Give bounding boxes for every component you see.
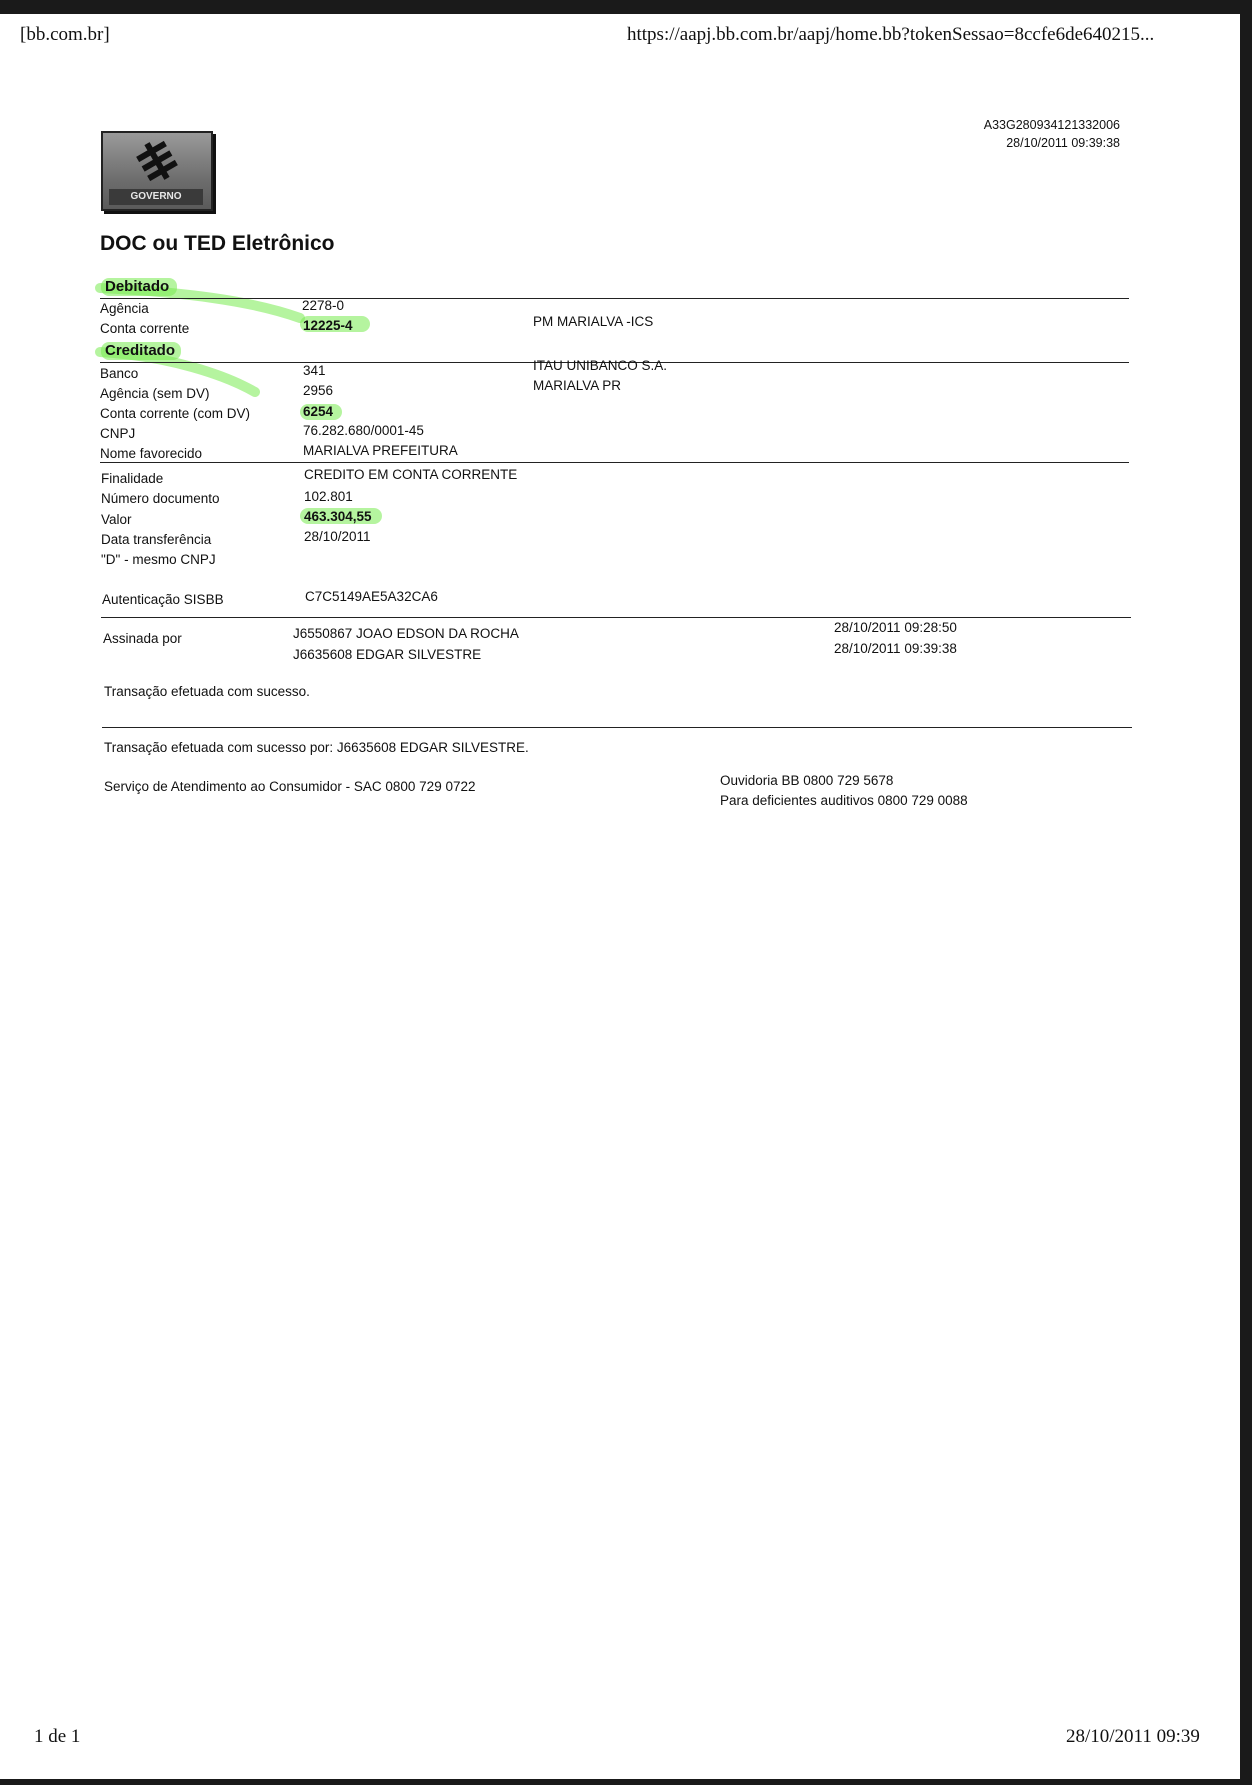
label-numero-documento: Número documento — [101, 491, 220, 506]
deficientes-line: Para deficientes auditivos 0800 729 0088 — [720, 793, 968, 808]
transaction-code: A33G280934121332006 — [983, 118, 1120, 132]
label-assinada-por: Assinada por — [103, 631, 182, 646]
value-banco-name: ITAU UNIBANCO S.A. — [533, 358, 668, 373]
section-debitado: Debitado — [105, 278, 170, 295]
signer-1-datetime: 28/10/2011 09:28:50 — [834, 620, 957, 635]
label-autenticacao: Autenticação SISBB — [102, 592, 224, 607]
rule-signatures — [101, 617, 1131, 618]
label-data-transferencia: Data transferência — [101, 532, 212, 547]
rule-debitado — [100, 298, 1129, 299]
value-conta-credito: 6254 — [303, 404, 334, 419]
signer-2-name: J6635608 EDGAR SILVESTRE — [293, 647, 482, 662]
value-agencia-credito-name: MARIALVA PR — [533, 378, 622, 393]
label-banco: Banco — [100, 366, 139, 381]
sac-line: Serviço de Atendimento ao Consumidor - SAC 0800 729 0722 — [104, 779, 476, 794]
success-by: Transação efetuada com sucesso por: J6635608 EDGAR SILVESTRE. — [104, 740, 529, 755]
label-agencia-credito: Agência (sem DV) — [100, 386, 210, 401]
status-success: Transação efetuada com sucesso. — [104, 684, 310, 699]
value-finalidade: CREDITO EM CONTA CORRENTE — [304, 467, 518, 482]
scan-edge-bottom — [0, 1779, 1252, 1785]
rule-details — [100, 462, 1129, 463]
print-footer-datetime: 28/10/2011 09:39 — [1066, 1726, 1200, 1747]
bb-logo-icon — [103, 133, 211, 191]
label-conta-debito: Conta corrente — [100, 321, 190, 336]
ouvidoria-line: Ouvidoria BB 0800 729 5678 — [720, 773, 894, 788]
print-header-site: [bb.com.br] — [20, 24, 110, 45]
print-footer-page: 1 de 1 — [34, 1726, 81, 1747]
value-banco: 341 — [303, 363, 326, 378]
value-conta-debito-name: PM MARIALVA -ICS — [533, 314, 654, 329]
signer-1-name: J6550867 JOAO EDSON DA ROCHA — [293, 626, 519, 641]
page-title: DOC ou TED Eletrônico — [100, 232, 335, 255]
value-conta-debito: 12225-4 — [303, 318, 353, 333]
label-conta-credito: Conta corrente (com DV) — [100, 406, 251, 421]
label-valor: Valor — [101, 512, 132, 527]
value-cnpj: 76.282.680/0001-45 — [303, 423, 424, 438]
value-numero-documento: 102.801 — [304, 489, 353, 504]
value-favorecido: MARIALVA PREFEITURA — [303, 443, 458, 458]
label-mesmo-cnpj: "D" - mesmo CNPJ — [101, 552, 216, 567]
print-header-url: https://aapj.bb.com.br/aapj/home.bb?tokenSessao=8ccfe6de640215... — [627, 24, 1155, 45]
scan-edge-right — [1240, 0, 1252, 1785]
value-data-transferencia: 28/10/2011 — [304, 529, 371, 544]
value-autenticacao: C7C5149AE5A32CA6 — [305, 589, 438, 604]
scan-edge-top — [0, 0, 1252, 14]
label-cnpj: CNPJ — [100, 426, 136, 441]
transaction-datetime: 28/10/2011 09:39:38 — [1006, 136, 1120, 150]
label-agencia-debito: Agência — [100, 301, 149, 316]
logo-label: GOVERNO — [109, 189, 203, 205]
value-agencia-credito: 2956 — [303, 383, 334, 398]
value-valor: 463.304,55 — [304, 509, 372, 524]
rule-footer — [102, 727, 1132, 728]
section-creditado: Creditado — [105, 342, 176, 359]
label-finalidade: Finalidade — [101, 471, 164, 486]
bb-governo-logo — [101, 131, 213, 211]
signer-2-datetime: 28/10/2011 09:39:38 — [834, 641, 957, 656]
label-favorecido: Nome favorecido — [100, 446, 203, 461]
value-agencia-debito: 2278-0 — [302, 298, 345, 313]
